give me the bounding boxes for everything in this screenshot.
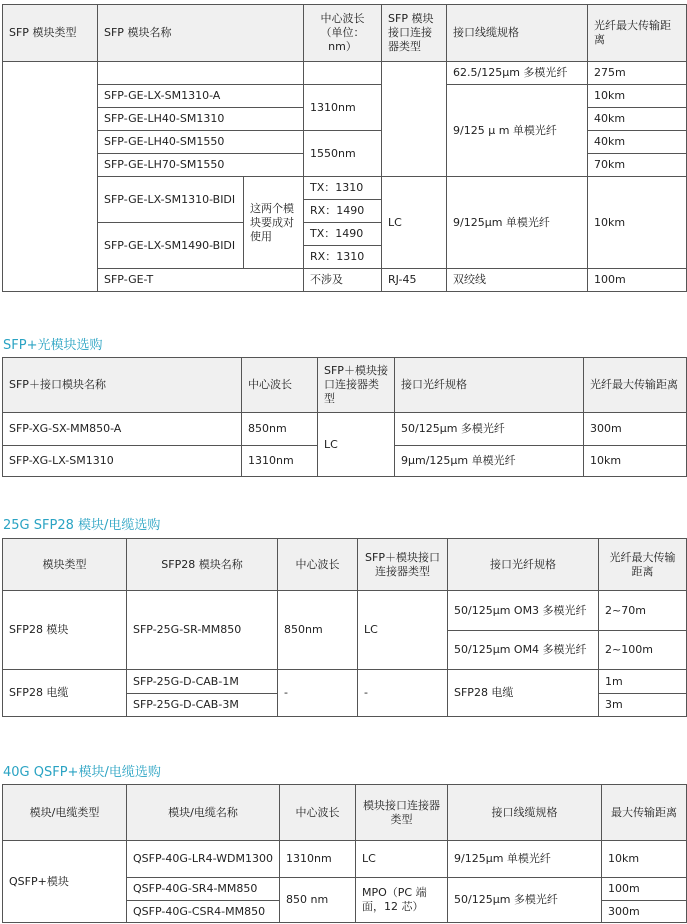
table-cell: 275m — [588, 62, 687, 85]
header-cell: SFP 模块类型 — [3, 5, 98, 62]
table-cell: QSFP-40G-LR4-WDM1300 — [127, 841, 280, 878]
table-cell: 10km — [588, 177, 687, 269]
header-cell: 光纤最大传输距离 — [584, 358, 687, 413]
table-cell: 40km — [588, 131, 687, 154]
table-cell: 1310nm — [280, 841, 356, 878]
table-cell: 850 nm — [280, 878, 356, 923]
header-cell: 光纤最大传输距离 — [599, 539, 687, 591]
table-cell: 1550nm — [304, 131, 382, 177]
table-cell: 双绞线 — [447, 269, 588, 292]
header-cell: 中心波长 — [278, 539, 358, 591]
table-cell: 不涉及 — [304, 269, 382, 292]
table-cell: RJ-45 — [382, 269, 447, 292]
table-cell: 9/125 μ m 单模光纤 — [447, 85, 588, 177]
sfp-plus-table — [2, 357, 687, 477]
table-cell: - — [278, 670, 358, 717]
header-cell: SFP 模块接口连接器类型 — [382, 5, 447, 62]
table-cell: QSFP-40G-CSR4-MM850 — [127, 901, 280, 923]
header-cell: 模块接口连接器类型 — [356, 785, 448, 841]
table-cell: 50/125μm 多模光纤 — [448, 878, 602, 923]
table-cell: 10km — [588, 85, 687, 108]
table-cell: 9/125μm 单模光纤 — [447, 177, 588, 269]
table-cell: - — [358, 670, 448, 717]
table-cell: LC — [358, 591, 448, 670]
table-cell: 2~70m — [599, 591, 687, 631]
table-cell: 9/125μm 单模光纤 — [448, 841, 602, 878]
header-cell: 接口光纤规格 — [395, 358, 584, 413]
table-cell: TX：1490 — [304, 223, 382, 246]
table-cell: 850nm — [242, 413, 318, 446]
table-cell: 10km — [602, 841, 687, 878]
table-cell: 3m — [599, 694, 687, 717]
table-cell: 300m — [602, 901, 687, 923]
header-cell: 模块/电缆类型 — [3, 785, 127, 841]
sfp28-table — [2, 538, 687, 717]
header-cell: 中心波长（单位：nm） — [304, 5, 382, 62]
header-cell: 接口光纤规格 — [448, 539, 599, 591]
table-cell: 100m — [588, 269, 687, 292]
table-cell: SFP-GE-LX-SM1490-BIDI — [98, 223, 244, 269]
table-cell — [304, 62, 382, 85]
table-cell: 50/125μm OM4 多模光纤 — [448, 631, 599, 670]
table-cell: SFP-GE-T — [98, 269, 304, 292]
table-cell: 50/125μm 多模光纤 — [395, 413, 584, 446]
table-cell — [382, 62, 447, 177]
section-title-sfp28: 25G SFP28 模块/电缆选购 — [3, 518, 161, 533]
table-cell: SFP28 电缆 — [448, 670, 599, 717]
table-cell: QSFP+模块 — [3, 841, 127, 923]
table-cell: 100m — [602, 878, 687, 901]
header-cell: 中心波长 — [242, 358, 318, 413]
header-cell: SFP 模块名称 — [98, 5, 304, 62]
table-cell: SFP-GE-LH70-SM1550 — [98, 154, 304, 177]
header-cell: 接口线缆规格 — [448, 785, 602, 841]
header-cell: 模块/电缆名称 — [127, 785, 280, 841]
table-cell: RX：1490 — [304, 200, 382, 223]
table-cell: SFP28 模块 — [3, 591, 127, 670]
table-cell: SFP-GE-LX-SM1310-BIDI — [98, 177, 244, 223]
table-cell — [98, 62, 304, 85]
table-cell: SFP-XG-LX-SM1310 — [3, 446, 242, 477]
header-cell: 模块类型 — [3, 539, 127, 591]
table-cell: 2~100m — [599, 631, 687, 670]
section-title-qsfp: 40G QSFP+模块/电缆选购 — [3, 765, 161, 780]
table-cell: MPO（PC 端面，12 芯） — [356, 878, 448, 923]
table-cell: QSFP-40G-SR4-MM850 — [127, 878, 280, 901]
table-cell: 10km — [584, 446, 687, 477]
table-cell: SFP-25G-SR-MM850 — [127, 591, 278, 670]
table-cell: LC — [382, 177, 447, 269]
table-cell: SFP-25G-D-CAB-1M — [127, 670, 278, 694]
table-cell: SFP-GE-LH40-SM1550 — [98, 131, 304, 154]
table-cell: 1310nm — [242, 446, 318, 477]
table-cell: LC — [356, 841, 448, 878]
section-title-sfp-plus: SFP+光模块选购 — [3, 338, 103, 353]
table-cell: 9μm/125μm 单模光纤 — [395, 446, 584, 477]
table-cell: 50/125μm OM3 多模光纤 — [448, 591, 599, 631]
table-cell: 850nm — [278, 591, 358, 670]
table-cell: SFP28 电缆 — [3, 670, 127, 717]
header-cell: 中心波长 — [280, 785, 356, 841]
table-cell: 1310nm — [304, 85, 382, 131]
module-type-cell — [3, 62, 98, 292]
header-cell: SFP28 模块名称 — [127, 539, 278, 591]
header-cell: 接口线缆规格 — [447, 5, 588, 62]
table-cell: 62.5/125μm 多模光纤 — [447, 62, 588, 85]
table-cell: 70km — [588, 154, 687, 177]
table-cell: TX：1310 — [304, 177, 382, 200]
table-cell: 1m — [599, 670, 687, 694]
table-cell: SFP-GE-LH40-SM1310 — [98, 108, 304, 131]
bidi-note-cell: 这两个模块要成对使用 — [244, 177, 304, 269]
qsfp-table — [2, 784, 687, 923]
header-cell: SFP＋模块接口连接器类型 — [358, 539, 448, 591]
table-cell: LC — [318, 413, 395, 477]
table-cell: 300m — [584, 413, 687, 446]
table-cell: RX：1310 — [304, 246, 382, 269]
table-cell: SFP-GE-LX-SM1310-A — [98, 85, 304, 108]
table-cell: SFP-XG-SX-MM850-A — [3, 413, 242, 446]
sfp-module-table — [2, 4, 687, 292]
table-cell: 40km — [588, 108, 687, 131]
table-cell: SFP-25G-D-CAB-3M — [127, 694, 278, 717]
header-cell: SFP＋接口模块名称 — [3, 358, 242, 413]
header-cell: SFP＋模块接口连接器类型 — [318, 358, 395, 413]
header-cell: 最大传输距离 — [602, 785, 687, 841]
header-cell: 光纤最大传输距离 — [588, 5, 687, 62]
